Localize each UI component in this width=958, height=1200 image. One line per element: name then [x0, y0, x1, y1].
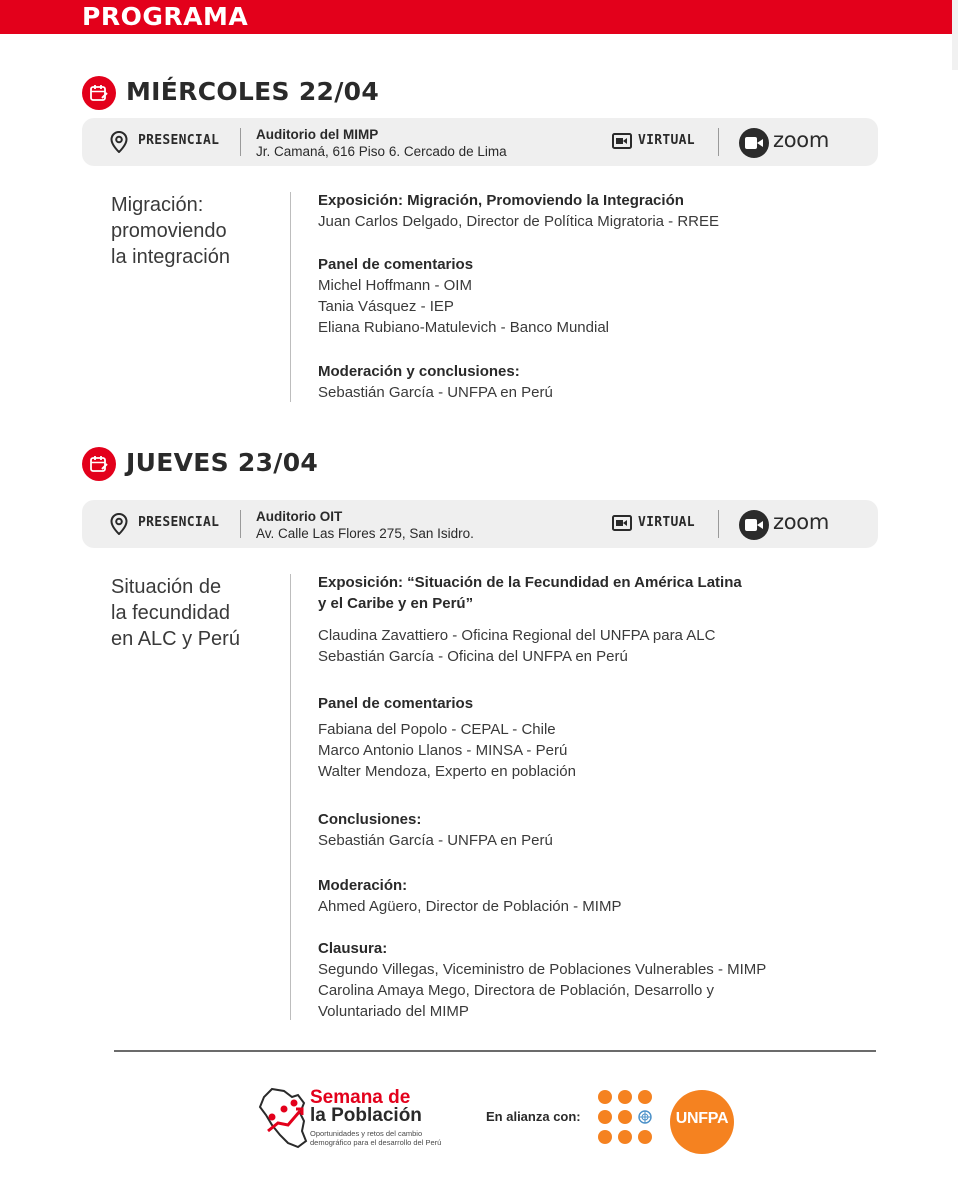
- semana-title-line1: Semana de: [310, 1087, 411, 1108]
- semana-title-line2: la Población: [310, 1105, 422, 1126]
- program-heading: Clausura:: [318, 940, 388, 957]
- page-edge: [952, 0, 958, 70]
- zoom-text: zoom: [773, 510, 829, 534]
- divider: [290, 574, 291, 1020]
- zoom-logo: [739, 510, 831, 540]
- program-heading: Conclusiones:: [318, 811, 422, 828]
- program-heading: Panel de comentarios: [318, 256, 474, 273]
- footer-divider: [114, 1050, 876, 1052]
- semana-tagline-1: Oportunidades y retos del cambio: [310, 1129, 423, 1138]
- location-pin-icon: [110, 513, 128, 535]
- calendar-icon: [82, 447, 116, 481]
- zoom-text: zoom: [773, 128, 829, 152]
- program-item: Sebastián García - Oficina del UNFPA en Perú: [318, 648, 628, 665]
- program-item: Juan Carlos Delgado, Director de Política Migratoria - RREE: [318, 213, 719, 230]
- peru-map-icon: [258, 1087, 308, 1149]
- page-title: PROGRAMA: [82, 2, 249, 31]
- virtual-label: VIRTUAL: [638, 515, 695, 530]
- zoom-logo: [739, 128, 831, 158]
- un-emblem-icon: [637, 1109, 653, 1125]
- divider: [240, 128, 241, 156]
- program-item: Marco Antonio Llanos - MINSA - Perú: [318, 742, 568, 759]
- program-item: Claudina Zavattiero - Oficina Regional del UNFPA para ALC: [318, 627, 716, 644]
- program-item: Walter Mendoza, Experto en población: [318, 763, 576, 780]
- calendar-icon: [82, 76, 116, 110]
- program-item: Segundo Villegas, Viceministro de Poblaciones Vulnerables - MIMP: [318, 961, 767, 978]
- location-pin-icon: [110, 131, 128, 153]
- program-heading: Exposición: “Situación de la Fecundidad en América Latina: [318, 574, 742, 591]
- day-title: JUEVES 23/04: [126, 448, 319, 477]
- program-heading: y el Caribe y en Perú”: [318, 595, 474, 612]
- unfpa-dots-logo: [596, 1088, 666, 1152]
- program-item: Fabiana del Popolo - CEPAL - Chile: [318, 721, 556, 738]
- day-title: MIÉRCOLES 22/04: [126, 77, 380, 106]
- unfpa-logo: [670, 1090, 734, 1154]
- program-heading: Moderación:: [318, 877, 408, 894]
- zoom-camera-icon: [739, 128, 769, 158]
- virtual-label: VIRTUAL: [638, 133, 695, 148]
- program-item: Carolina Amaya Mego, Directora de Población, Desarrollo y: [318, 982, 715, 999]
- divider: [718, 510, 719, 538]
- header-bar: [0, 0, 958, 34]
- program-item: Tania Vásquez - IEP: [318, 298, 454, 315]
- alianza-label: En alianza con:: [486, 1109, 581, 1124]
- zoom-camera-icon: [739, 510, 769, 540]
- semana-tagline-2: demográfico para el desarrollo del Perú: [310, 1138, 442, 1147]
- video-camera-icon: [612, 133, 632, 149]
- program-item: Michel Hoffmann - OIM: [318, 277, 472, 294]
- section-title: Situación de la fecundidad en ALC y Perú: [111, 576, 240, 650]
- program-item: Sebastián García - UNFPA en Perú: [318, 384, 553, 401]
- venue-bar: [82, 500, 878, 548]
- program-item: Sebastián García - UNFPA en Perú: [318, 832, 553, 849]
- divider: [718, 128, 719, 156]
- program-heading: Exposición: Migración, Promoviendo la Integración: [318, 192, 684, 209]
- venue-name: Auditorio OIT: [256, 509, 343, 524]
- venue-bar: [82, 118, 878, 166]
- divider: [240, 510, 241, 538]
- section-title: Migración: promoviendo la integración: [111, 194, 230, 268]
- video-camera-icon: [612, 515, 632, 531]
- presencial-label: PRESENCIAL: [138, 133, 220, 148]
- venue-address: Jr. Camaná, 616 Piso 6. Cercado de Lima: [256, 144, 507, 159]
- venue-address: Av. Calle Las Flores 275, San Isidro.: [256, 526, 474, 541]
- program-heading: Moderación y conclusiones:: [318, 363, 520, 380]
- program-item: Ahmed Agüero, Director de Población - MIMP: [318, 898, 622, 915]
- semana-poblacion-logo: [258, 1085, 448, 1151]
- divider: [290, 192, 291, 402]
- presencial-label: PRESENCIAL: [138, 515, 220, 530]
- unfpa-text: UNFPA: [675, 1110, 729, 1127]
- program-item: Eliana Rubiano-Matulevich - Banco Mundial: [318, 319, 609, 336]
- program-heading: Panel de comentarios: [318, 695, 474, 712]
- venue-name: Auditorio del MIMP: [256, 127, 379, 142]
- program-item: Voluntariado del MIMP: [318, 1003, 469, 1020]
